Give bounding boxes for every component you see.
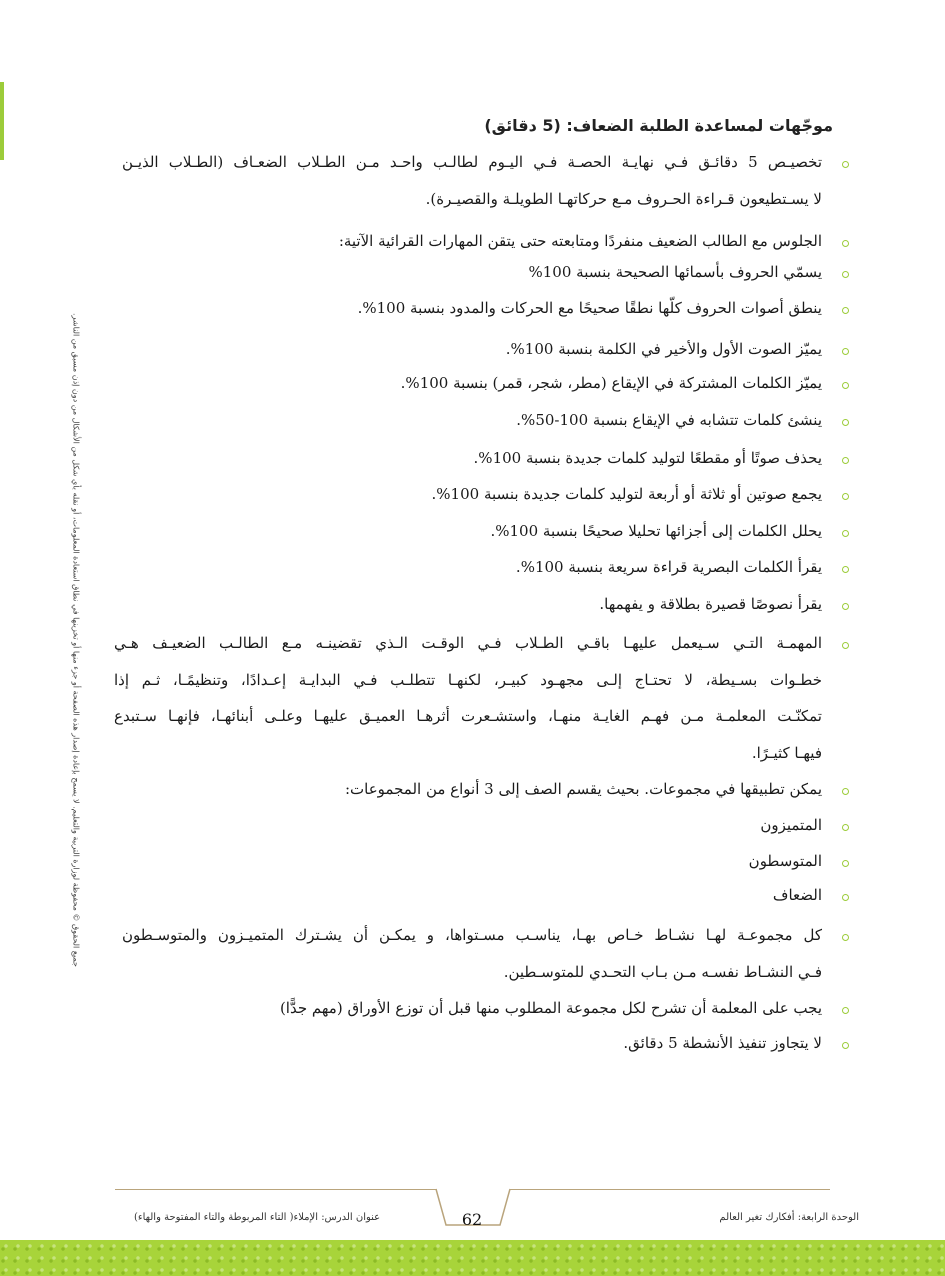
bullet-marker: [842, 934, 849, 941]
bullet-marker: [842, 493, 849, 500]
bullet-text-line: فـي النشـاط نفسـه مـن بـاب التحـدي للمتوسـطين.: [503, 962, 822, 981]
bullet-text-line: كل مجموعـة لهـا نشـاط خـاص بهـا، يناسـب مسـتواها، و يمكـن أن يشـترك المتميـزون والمتوسـطون: [122, 926, 822, 944]
bullet-marker: [842, 382, 849, 389]
bullet-marker: [842, 642, 849, 649]
bullet-text-line: يقرأ الكلمات البصرية قراءة سريعة بنسبة 100%.: [515, 558, 822, 576]
bullet-text-line: يجب على المعلمة أن تشرح لكل مجموعة المطلوب منها قبل أن توزع الأوراق (مهم جدًّا): [279, 999, 822, 1017]
bullet-marker: [842, 566, 849, 573]
bullet-text-line: يميّز الصوت الأول والأخير في الكلمة بنسبة 100%.: [505, 340, 822, 358]
bullet-marker: [842, 307, 849, 314]
footer-unit-title: الوحدة الرابعة: أفكارك تغير العالم: [719, 1212, 859, 1223]
bullet-marker: [842, 271, 849, 278]
bullet-text-line: يمكن تطبيقها في مجموعات. بحيث يقسم الصف إلى 3 أنواع من المجموعات:: [344, 780, 822, 798]
bullet-marker: [842, 824, 849, 831]
bottom-decorative-band: [0, 1240, 945, 1276]
copyright-note: جميع الحقوق © محفوظة لوزارة التربية والتعليم. لا يسمح بإعادة إصدار هذه الصفحة أو جزء منها أو تخزينها في نطاق استعادة المعلومات، أو نقله بأي شكل من الأشكال من دون إذن مسبق من الناشر.: [71, 313, 81, 967]
bullet-text-line: تخصيـص 5 دقائـق فـي نهايـة الحصـة فـي اليـوم لطالـب واحـد مـن الطـلاب الضعـاف (الطـلاب الذيـن: [122, 153, 822, 171]
bullet-text-line: فيهـا كثيـرًا.: [751, 743, 822, 762]
bullet-text-line: يقرأ نصوصًا قصيرة بطلاقة و يفهمها.: [599, 595, 822, 613]
section-heading: موجّهات لمساعدة الطلبة الضعاف: (5 دقائق): [484, 116, 833, 135]
bullet-marker: [842, 240, 849, 247]
page-number: 62: [461, 1210, 483, 1229]
footer-lesson-title: عنوان الدرس: الإملاء( التاء المربوطة والتاء المفتوحة والهاء): [134, 1212, 381, 1223]
bullet-marker: [842, 457, 849, 464]
bullet-text-line: الجلوس مع الطالب الضعيف منفردًا ومتابعته حتى يتقن المهارات القرائية الآتية:: [338, 232, 822, 250]
bullet-text-line: ينشئ كلمات تتشابه في الإيقاع بنسبة 100-50%.: [516, 411, 822, 429]
bullet-text-line: لا يسـتطيعون قـراءة الحـروف مـع حركاتهـا الطويلـة والقصيـرة).: [425, 189, 822, 208]
bullet-text-line: يحلل الكلمات إلى أجزائها تحليلا صحيحًا بنسبة 100%.: [490, 522, 822, 540]
bullet-marker: [842, 161, 849, 168]
bullet-marker: [842, 860, 849, 867]
bullet-marker: [842, 530, 849, 537]
bullet-text-line: المتميزون: [760, 816, 822, 834]
bullet-marker: [842, 1042, 849, 1049]
bullet-marker: [842, 1007, 849, 1014]
bullet-text-line: خطـوات بسـيطة، لا تحتـاج إلـى مجهـود كبيـر، لكنهـا تتطلـب فـي البدايـة إعـدادًا، وتنظيمًـا، ثـم إذا: [114, 670, 822, 689]
bullet-text-line: المتوسطون: [748, 852, 822, 870]
bullet-text-line: المهمـة التـي سـيعمل عليهـا باقـي الطـلاب فـي الوقـت الـذي تقضينـه مـع الطالـب الضعيـف هـي: [114, 634, 822, 652]
bullet-marker: [842, 894, 849, 901]
bullet-marker: [842, 788, 849, 795]
bullet-text-line: يميّز الكلمات المشتركة في الإيقاع (مطر، شجر، قمر) بنسبة 100%.: [400, 374, 822, 392]
bullet-text-line: يسمّي الحروف بأسمائها الصحيحة بنسبة 100%: [528, 263, 822, 281]
bullet-text-line: يجمع صوتين أو ثلاثة أو أربعة لتوليد كلمات جديدة بنسبة 100%.: [431, 485, 822, 503]
bullet-marker: [842, 603, 849, 610]
bullet-marker: [842, 348, 849, 355]
bullet-marker: [842, 419, 849, 426]
bullet-text-line: الضعاف: [772, 886, 822, 904]
bullet-text-line: يحذف صوتًا أو مقطعًا لتوليد كلمات جديدة بنسبة 100%.: [473, 449, 822, 467]
bullet-text-line: لا يتجاوز تنفيذ الأنشطة 5 دقائق.: [623, 1034, 822, 1052]
bullet-text-line: تمكنّـت المعلمـة مـن فهـم الغايـة منهـا، واستشـعرت أثرهـا العميـق عليهـا وعلـى أبنائهـا، فإنهـا سـتبدع: [114, 707, 822, 725]
bullet-text-line: ينطق أصوات الحروف كلّها نطقًا صحيحًا مع الحركات والمدود بنسبة 100%.: [357, 299, 822, 317]
